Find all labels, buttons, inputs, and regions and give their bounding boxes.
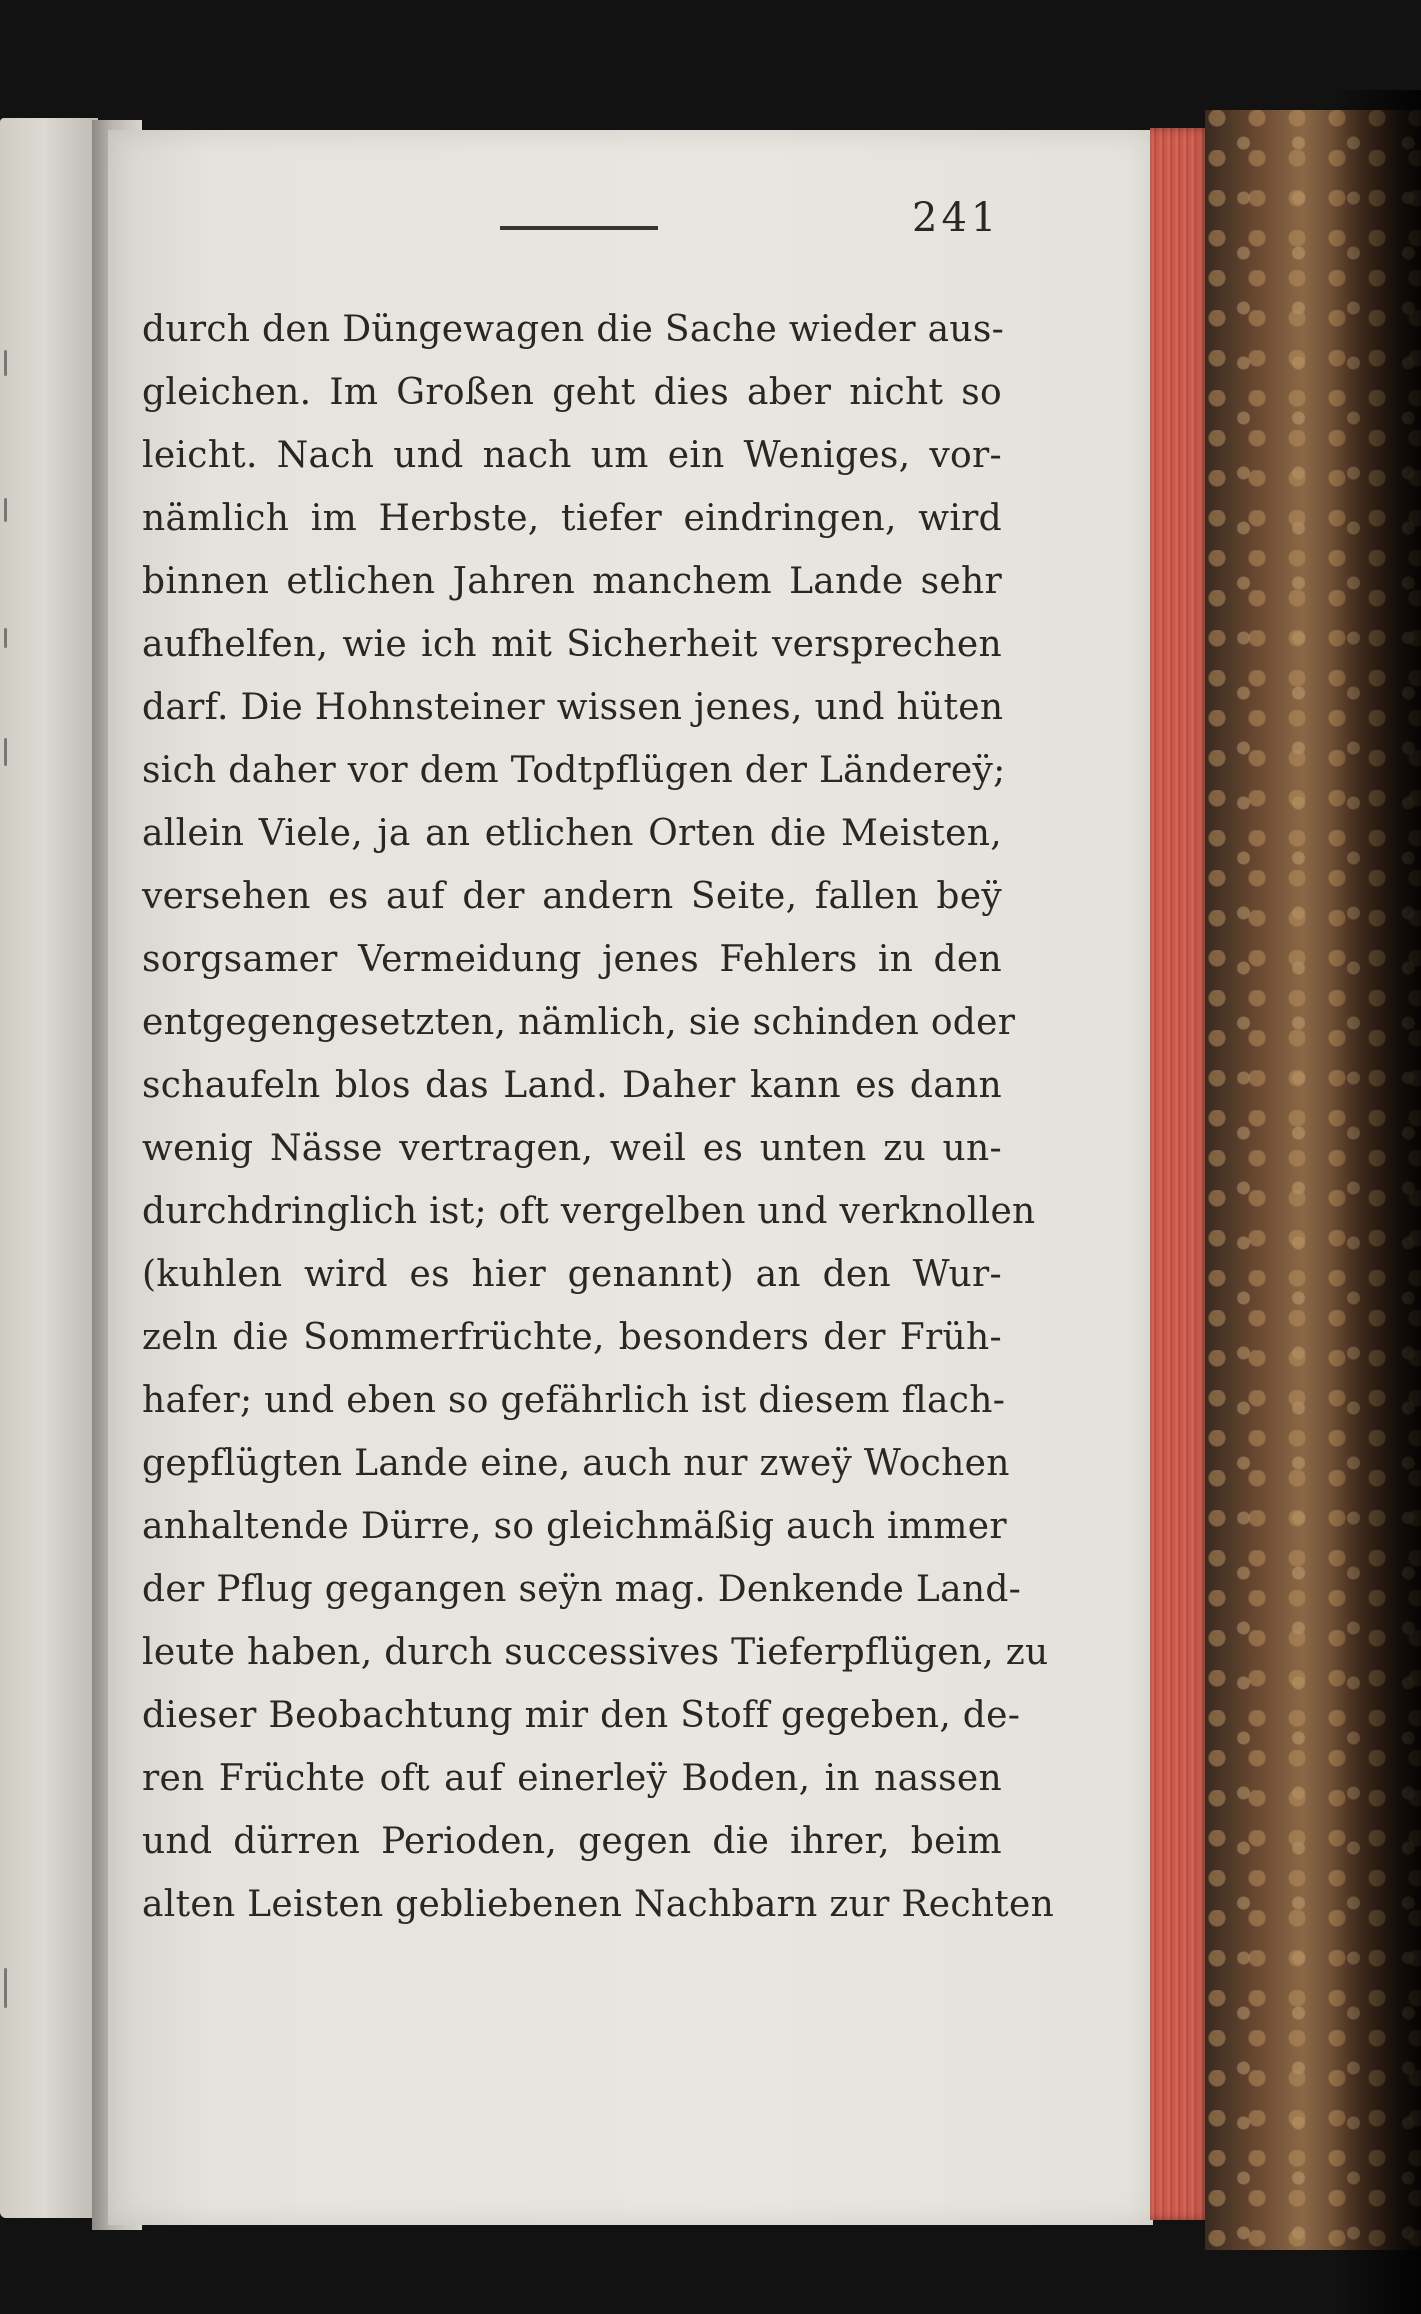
text-line: zeln die Sommerfrüchte, besonders der Früh- bbox=[142, 1317, 1002, 1358]
text-line: entgegengesetzten, nämlich, sie schinden oder bbox=[142, 1002, 1016, 1043]
text-line: aufhelfen, wie ich mit Sicherheit versprechen bbox=[142, 624, 1002, 665]
text-line: durch den Düngewagen die Sache wieder aus- bbox=[142, 309, 1005, 350]
text-line: sorgsamer Vermeidung jenes Fehlers in den bbox=[142, 939, 1002, 980]
text-line: hafer; und eben so gefährlich ist diesem flach- bbox=[142, 1380, 1006, 1421]
text-line: durchdringlich ist; oft vergelben und verknollen bbox=[142, 1191, 1036, 1232]
left-page bbox=[0, 118, 98, 2218]
text-line: leute haben, durch successives Tieferpflügen, zu bbox=[142, 1632, 1049, 1673]
header-rule bbox=[500, 226, 658, 230]
text-line: binnen etlichen Jahren manchem Lande sehr bbox=[142, 561, 1002, 602]
text-line: gepflügten Lande eine, auch nur zweÿ Wochen bbox=[142, 1443, 1010, 1484]
text-line: der Pflug gegangen seÿn mag. Denkende Land- bbox=[142, 1569, 1022, 1610]
text-line: alten Leisten gebliebenen Nachbarn zur Rechten bbox=[142, 1884, 1055, 1925]
text-line: schaufeln blos das Land. Daher kann es dann bbox=[142, 1065, 1002, 1106]
text-line: sich daher vor dem Todtpflügen der Ländereÿ; bbox=[142, 750, 1006, 791]
text-line: gleichen. Im Großen geht dies aber nicht so bbox=[142, 372, 1002, 413]
cover-shadow bbox=[1330, 90, 1421, 2314]
page-number: 241 bbox=[912, 195, 1001, 241]
text-line: anhaltende Dürre, so gleichmäßig auch immer bbox=[142, 1506, 1007, 1547]
text-line: darf. Die Hohnsteiner wissen jenes, und hüten bbox=[142, 687, 1004, 728]
text-line: (kuhlen wird es hier genannt) an den Wur- bbox=[142, 1254, 1002, 1295]
text-line: ren Früchte oft auf einerleÿ Boden, in nassen bbox=[142, 1758, 1002, 1799]
text-line: leicht. Nach und nach um ein Weniges, vor- bbox=[142, 435, 1002, 476]
text-line: nämlich im Herbste, tiefer eindringen, wird bbox=[142, 498, 1002, 539]
text-line: versehen es auf der andern Seite, fallen beÿ bbox=[142, 876, 1002, 917]
text-line: wenig Nässe vertragen, weil es unten zu un- bbox=[142, 1128, 1002, 1169]
body-text bbox=[142, 298, 1055, 1936]
text-line: dieser Beobachtung mir den Stoff gegeben, de- bbox=[142, 1695, 1021, 1736]
text-line: und dürren Perioden, gegen die ihrer, beim bbox=[142, 1821, 1002, 1862]
text-line: allein Viele, ja an etlichen Orten die Meisten, bbox=[142, 813, 1002, 854]
red-page-edges bbox=[1150, 128, 1210, 2220]
